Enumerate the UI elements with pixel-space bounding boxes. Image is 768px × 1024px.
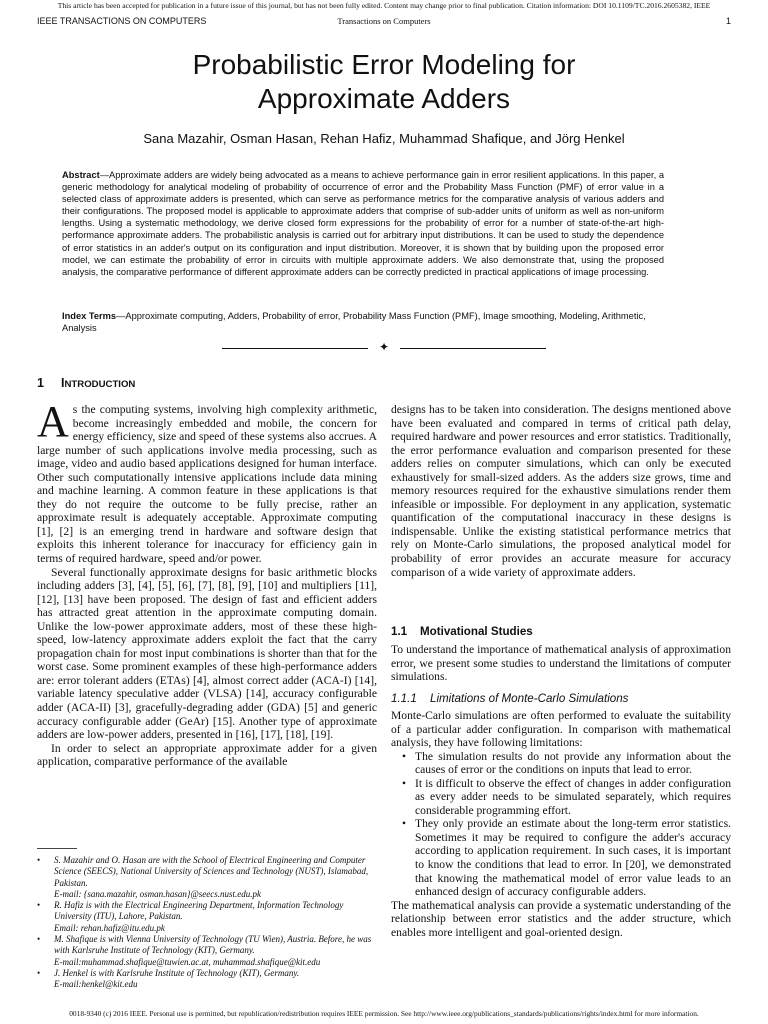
paper-title (60, 48, 708, 116)
section-number: 1 (37, 376, 44, 390)
bullet-icon: • (402, 776, 407, 790)
footnote-affiliation: S. Mazahir and O. Hasan are with the School of Electrical Engineering and Computer Science (SEECS), National University of Sciences and Technology (NUST), Islamabad, Pakistan. (54, 855, 369, 888)
bullet-icon: • (37, 855, 41, 865)
section-heading-rest: NTRODUCTION (64, 379, 136, 390)
intro-paragraph-1-text: s the computing systems, involving high complexity arithmetic, become increasingly embedded and mobile, the concern for energy efficiency, size and speed of these systems also accrues. A large number of such applications involve media processing, such as image, video and audio based applications designed for human interface. Other such computationally intensive applications include data mining and machine learning. A common feature in these applications is that they do not require the outcome to be fully precise, rather an approximate result is adequately acceptable. Approximate computing [1], [2] is an emerging trend in hardware and software design that exploits this inherent tolerance for inaccuracy for efficiency gain in terms of required hardware, speed and/or power. (37, 403, 377, 566)
right-paragraph-3: Monte-Carlo simulations are often performed to evaluate the suitability of a particular adder configuration. In comparison with mathematical analysis, they have following limitations: (391, 709, 731, 750)
bullet-icon: • (402, 749, 407, 763)
list-item-text: They only provide an estimate about the long-term error statistics. Sometimes it may be required to configure the adder's accuracy according to application requirement. In such cases, it is important to know the conditions that lead to error. In [20], we demonstrated that knowing the mathematical model of error value leads to an enhanced design of accuracy configurable adders. (415, 817, 731, 899)
index-terms-text: —Approximate computing, Adders, Probability of error, Probability Mass Function (PMF), Image smoothing, Modeling, Arithmetic, Analysis (62, 311, 646, 334)
right-paragraph-1: designs has to be taken into consideration. The designs mentioned above have been evaluated and compared in terms of critical path delay, required hardware and power resources and error statistics. Traditionally, the error performance evaluation and comparison presented for these adders relies on computer simulations, which can only be executed exhaustively for small-sized adders. As the adders size grows, time and memory resources required for the exhaustive simulations render them infeasible or impossible. For deployment in any application, systematic quantification of the computational inaccuracy in these designs is indispensable. Unlike the existing statistical performance metrics that rely on Monte-Carlo simulations, the proposed analytical model for probability of error provides an accurate measure for accuracy comparison of a wide variety of approximate adders. (391, 403, 731, 579)
section-heading (61, 376, 135, 390)
right-column-bottom (391, 709, 731, 939)
footnote-item (37, 855, 377, 900)
author-footnotes (37, 855, 377, 991)
right-column-mid (391, 643, 731, 684)
abstract-text: —Approximate adders are widely being advocated as a means to achieve performance gain in error resilient applications. In this paper, a generic methodology for analytical modeling of probability of occurrence of error and the Probability Mass Function (PMF) of error value in a selected class of approximate adders is presented, which can serve as performance metrics for the comparative analysis of various adders and their configurations. The proposed model is applicable to approximate adders that comprise of sub-adder units of uniform as well as non-uniform lengths. Using a systematic methodology, we derive closed form expressions for the probability of error for a number of state-of-the-art high-performance approximate adders. The probabilistic analysis is carried out for arbitrary input distributions. It can be used to study the dependence of error statistics in an adder's output on its configuration and input distribution. Moreover, it is shown that by building upon the proposed error model, we can estimate the probability of error in circuits with multiple approximate adders. We also demonstrate that, using the proposed analysis, the comparative performance of different approximate adders can be correctly predicted in practical applications of image processing. (62, 170, 664, 277)
acceptance-note: This article has been accepted for publication in a future issue of this journal, but has not been fully edited. Content may change prior to final publication. Citation information: DOI 10.1109/TC.2016.2605382, IEEE (57, 1, 711, 10)
drop-cap: A (37, 397, 69, 446)
bullet-icon: • (402, 817, 407, 831)
journal-header: IEEE TRANSACTIONS ON COMPUTERS (37, 16, 207, 26)
intro-paragraph-3: In order to select an appropriate approximate adder for a given application, comparative performance of the available (37, 741, 377, 769)
footnote-item (37, 934, 377, 968)
footnote-affiliation: M. Shafique is with Vienna University of Technology (TU Wien), Austria. Before, he was with Karlsruhe Institute of Technology (KIT), Germany. (54, 934, 372, 956)
subsection-number: 1.1 (391, 625, 408, 638)
index-terms (62, 310, 664, 334)
title-line-2: Approximate Adders (257, 83, 511, 114)
left-column (37, 397, 377, 769)
right-paragraph-2: To understand the importance of mathematical analysis of approximation error, we present some studies to understand the limitations of computer simulations. (391, 643, 731, 684)
separator-line-right (400, 348, 546, 349)
intro-paragraph-2: Several functionally approximate designs for basic arithmetic blocks including adders [3], [4], [5], [6], [7], [8], [9], [10] and multipliers [11], [12], [13] have been proposed. The design of fast and efficient adders has attracted great attention in the approximate computing domain. Unlike the low-power approximate adders, most of these these high-speed, low-latency approximate adders exploit the fact that the carry propagation chain for most input combinations is shorter than that for the worst case. Some prominent examples of these high-performance adders are: error tolerant adders (ETAs) [4], almost correct adder (ACA-I) [14], variable latency speculative adder (VLSA) [14], accuracy configurable adder (ACA-II) [3], gracefully-degrading adder (GDA) [5] and generic accuracy configurable adder (GeAr) [15]. Another type of approximate adders are low-power adders, presented in [16], [17], [18], [19]. (37, 565, 377, 742)
abstract-label: Abstract (62, 170, 100, 180)
right-paragraph-4: The mathematical analysis can provide a systematic understanding of the relationship between error statistics and the adder structure, which enables more intelligent and goal-oriented design. (391, 898, 731, 939)
footnote-item (37, 900, 377, 934)
footnote-email: E-mail:henkel@kit.edu (54, 979, 138, 990)
abstract (62, 169, 664, 278)
separator-line-left (222, 348, 368, 349)
intro-paragraph-1 (37, 397, 377, 566)
list-item (391, 750, 731, 777)
subsubsection-heading: Limitations of Monte-Carlo Simulations (430, 692, 629, 705)
footnote-affiliation: J. Henkel is with Karlsruhe Institute of Technology (KIT), Germany. (54, 967, 300, 978)
footnote-rule (37, 848, 77, 849)
list-item (391, 777, 731, 818)
list-item-text: The simulation results do not provide any information about the causes of error or the conditions on inputs that lead to error. (415, 749, 731, 777)
index-terms-label: Index Terms (62, 311, 117, 321)
section-heading-initial: I (61, 376, 65, 390)
footnote-item (37, 968, 377, 991)
footnote-email: E-mail: {sana.mazahir, osman.hasan}@seecs.nust.edu.pk (54, 888, 261, 899)
bullet-icon: • (37, 967, 41, 978)
right-column-top (391, 403, 731, 579)
title-line-1: Probabilistic Error Modeling for (192, 49, 576, 80)
separator-diamond-icon: ✦ (378, 340, 390, 354)
footnote-email: E-mail:muhammad.shafique@tuwien.ac.at, muhammad.shafique@kit.edu (54, 956, 321, 967)
subsubsection-number: 1.1.1 (391, 692, 417, 705)
bullet-icon: • (37, 900, 41, 911)
author-list: Sana Mazahir, Osman Hasan, Rehan Hafiz, Muhammad Shafique, and Jörg Henkel (143, 131, 625, 146)
page-number: 1 (725, 16, 731, 26)
footnote-affiliation: R. Hafiz is with the Electrical Engineering Department, Information Technology University (ITU), Lahore, Pakistan. (54, 900, 344, 922)
list-item (391, 817, 731, 898)
footnote-email: Email: rehan.hafiz@itu.edu.pk (54, 922, 165, 933)
journal-header-center: Transactions on Computers (337, 16, 431, 26)
subsection-heading: Motivational Studies (420, 625, 533, 638)
bullet-icon: • (37, 934, 41, 945)
copyright-footer: 0018-9340 (c) 2016 IEEE. Personal use is permitted, but republication/redistribution requires IEEE permission. See http://www.ieee.org/publications_standards/publications/rights/index.html for more information. (69, 1009, 699, 1018)
list-item-text: It is difficult to observe the effect of changes in adder configuration as every adder needs to be simulated separately, which requires considerable programming effort. (415, 776, 731, 817)
